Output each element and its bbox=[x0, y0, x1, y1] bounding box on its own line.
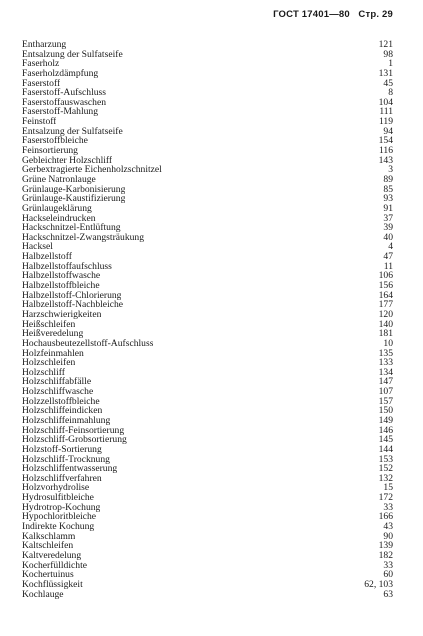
index-page-ref: 4 bbox=[388, 241, 393, 253]
index-entry bbox=[22, 165, 393, 175]
index-entry bbox=[22, 59, 393, 69]
index-entry bbox=[22, 435, 393, 445]
index-term: Faserholzdämpfung bbox=[22, 68, 99, 79]
index-page-ref: 135 bbox=[378, 347, 393, 359]
index-page-ref: 143 bbox=[378, 154, 393, 166]
index-page-ref: 62, 103 bbox=[364, 578, 393, 590]
index-page-ref: 15 bbox=[383, 482, 393, 494]
index-entry bbox=[22, 291, 393, 301]
index-term: Grüne Natronlauge bbox=[22, 174, 96, 185]
index-term: Halbzellstoff-Nachbleiche bbox=[22, 300, 124, 310]
index-page-ref: 152 bbox=[378, 463, 393, 475]
index-term: Entsalzung der Sulfatseife bbox=[22, 126, 123, 137]
index-page-ref: 33 bbox=[383, 559, 393, 571]
index-page-ref: 181 bbox=[378, 328, 393, 340]
index-page-ref: 131 bbox=[378, 67, 393, 79]
index-entry bbox=[22, 262, 393, 272]
index-entry bbox=[22, 522, 393, 532]
index-term: Halbzellstoff bbox=[22, 252, 72, 262]
index-entry bbox=[22, 368, 393, 378]
index-page-ref: 37 bbox=[383, 212, 393, 224]
index-entry bbox=[22, 223, 393, 233]
index-entry bbox=[22, 339, 393, 349]
index-entry bbox=[22, 69, 393, 79]
index-page-ref: 43 bbox=[383, 521, 393, 533]
index-term: Holzvorhydrolise bbox=[22, 483, 90, 494]
index-term: Grünlauge-Kaustifizierung bbox=[22, 194, 126, 204]
index-page-ref: 111 bbox=[379, 106, 393, 118]
index-page-ref: 94 bbox=[383, 125, 393, 137]
index-term: Entsalzung der Sulfatseife bbox=[22, 49, 123, 60]
index-page-ref: 172 bbox=[378, 492, 393, 504]
index-term: Heißschleifen bbox=[22, 319, 76, 330]
index-page-ref: 149 bbox=[378, 414, 393, 426]
index-term: Hydrotrop-Kochung bbox=[22, 502, 101, 513]
index-page-ref: 119 bbox=[378, 116, 393, 128]
index-page-ref: 8 bbox=[388, 87, 393, 99]
index-entry bbox=[22, 464, 393, 474]
index-page-ref: 90 bbox=[383, 530, 393, 542]
index-term: Holzschliffabfälle bbox=[22, 377, 92, 388]
index-term: Kochflüssigkeit bbox=[22, 579, 83, 590]
index-entry bbox=[22, 98, 393, 108]
index-page-ref: 133 bbox=[378, 357, 393, 369]
index-term: Kocherfülldichte bbox=[22, 560, 87, 571]
index-page-ref: 63 bbox=[383, 588, 393, 600]
index-term: Kalkschlamm bbox=[22, 531, 76, 542]
index-entry bbox=[22, 175, 393, 185]
index-page-ref: 177 bbox=[378, 299, 393, 311]
index-page-ref: 164 bbox=[378, 289, 393, 301]
index-page-ref: 120 bbox=[378, 308, 393, 320]
index-entry bbox=[22, 204, 393, 214]
index-entry bbox=[22, 426, 393, 436]
index-entry bbox=[22, 512, 393, 522]
index-page-ref: 89 bbox=[383, 173, 393, 185]
index-entry bbox=[22, 88, 393, 98]
index-page-ref: 132 bbox=[378, 472, 393, 484]
index-term: Faserstoff bbox=[22, 78, 61, 89]
page-label: Стр. bbox=[358, 9, 380, 20]
index-term: Holzfeinmahlen bbox=[22, 348, 84, 359]
index-term: Faserstoff-Mahlung bbox=[22, 107, 99, 118]
index-term: Holzschliffeindicken bbox=[22, 406, 103, 416]
index-page-ref: 33 bbox=[383, 501, 393, 513]
index-term: Hacksel bbox=[22, 242, 53, 253]
index-entry bbox=[22, 349, 393, 359]
index-term: Kochlauge bbox=[22, 589, 64, 600]
index-entry bbox=[22, 570, 393, 580]
index-page-ref: 11 bbox=[383, 260, 393, 272]
index-term: Halbzellstoffwasche bbox=[22, 271, 101, 282]
index-page-ref: 98 bbox=[383, 48, 393, 60]
index-page-ref: 47 bbox=[383, 251, 393, 263]
index-entry bbox=[22, 590, 393, 600]
page-header bbox=[273, 9, 393, 20]
index-page-ref: 166 bbox=[378, 511, 393, 523]
index-entry bbox=[22, 416, 393, 426]
standard-number: ГОСТ 17401—80 bbox=[273, 9, 350, 20]
index-entry bbox=[22, 455, 393, 465]
index-entry bbox=[22, 329, 393, 339]
index-term: Holzschliff-Trocknung bbox=[22, 454, 110, 465]
index-term: Holzzellstoffbleiche bbox=[22, 396, 100, 407]
index-term: Hydrosulfitbleiche bbox=[22, 493, 94, 503]
index-page-ref: 10 bbox=[383, 337, 393, 349]
index-page-ref: 85 bbox=[383, 183, 393, 195]
index-term: Kochertuinus bbox=[22, 570, 74, 580]
index-entry bbox=[22, 406, 393, 416]
index-page-ref: 147 bbox=[378, 376, 393, 388]
index-term: Hypochloritbleiche bbox=[22, 512, 97, 523]
index-entry bbox=[22, 387, 393, 397]
index-entry bbox=[22, 214, 393, 224]
index-entry bbox=[22, 136, 393, 146]
index-term: Faserstoffauswaschen bbox=[22, 97, 107, 108]
index-list bbox=[22, 40, 393, 599]
index-page-ref: 91 bbox=[383, 202, 393, 214]
index-term: Hackschnitzel-Entlüftung bbox=[22, 223, 121, 233]
index-term: Faserstoffbleiche bbox=[22, 136, 88, 147]
index-entry bbox=[22, 532, 393, 542]
index-page-ref: 140 bbox=[378, 318, 393, 330]
index-entry bbox=[22, 117, 393, 127]
index-page-ref: 145 bbox=[378, 434, 393, 446]
index-term: Holzschliffentwasserung bbox=[22, 464, 118, 474]
index-page-ref: 154 bbox=[378, 135, 393, 147]
index-page-ref: 134 bbox=[378, 366, 393, 378]
index-page-ref: 156 bbox=[378, 280, 393, 292]
index-entry bbox=[22, 474, 393, 484]
index-entry bbox=[22, 561, 393, 571]
index-entry bbox=[22, 445, 393, 455]
index-entry bbox=[22, 503, 393, 513]
index-page-ref: 146 bbox=[378, 424, 393, 436]
index-term: Halbzellstoff-Chlorierung bbox=[22, 290, 122, 301]
index-page-ref: 93 bbox=[383, 193, 393, 205]
index-entry bbox=[22, 541, 393, 551]
index-entry bbox=[22, 310, 393, 320]
index-page-ref: 60 bbox=[383, 569, 393, 581]
index-entry bbox=[22, 320, 393, 330]
index-term: Heißveredelung bbox=[22, 329, 84, 339]
index-term: Feinstoff bbox=[22, 117, 57, 127]
index-term: Grünlaugeklärung bbox=[22, 203, 92, 214]
index-page-ref: 153 bbox=[378, 453, 393, 465]
index-entry bbox=[22, 40, 393, 50]
index-term: Grünlauge-Karbonisierung bbox=[22, 184, 126, 195]
index-entry bbox=[22, 358, 393, 368]
index-entry bbox=[22, 242, 393, 252]
index-entry bbox=[22, 281, 393, 291]
index-entry bbox=[22, 185, 393, 195]
index-entry bbox=[22, 146, 393, 156]
index-page-ref: 150 bbox=[378, 405, 393, 417]
index-entry bbox=[22, 493, 393, 503]
index-term: Indirekte Kochung bbox=[22, 522, 95, 532]
index-page-ref: 106 bbox=[378, 270, 393, 282]
index-entry bbox=[22, 397, 393, 407]
index-page-ref: 40 bbox=[383, 231, 393, 243]
index-term: Hackschnitzel-Zwangsträukung bbox=[22, 232, 145, 243]
index-entry bbox=[22, 252, 393, 262]
index-entry bbox=[22, 50, 393, 60]
index-page-ref: 116 bbox=[378, 145, 393, 157]
index-entry bbox=[22, 156, 393, 166]
index-entry bbox=[22, 551, 393, 561]
index-page-ref: 139 bbox=[378, 540, 393, 552]
index-term: Kaltveredelung bbox=[22, 550, 82, 561]
index-term: Feinsortierung bbox=[22, 146, 78, 156]
index-entry bbox=[22, 107, 393, 117]
index-entry bbox=[22, 233, 393, 243]
index-term: Holzschliffeinmahlung bbox=[22, 415, 111, 426]
index-term: Faserstoff-Aufschluss bbox=[22, 88, 107, 98]
index-page-ref: 39 bbox=[383, 222, 393, 234]
index-page-ref: 1 bbox=[388, 58, 393, 70]
index-entry bbox=[22, 127, 393, 137]
index-entry bbox=[22, 580, 393, 590]
index-term: Gebleichter Holzschliff bbox=[22, 155, 113, 166]
index-term: Halbzellstoffbleiche bbox=[22, 281, 100, 291]
index-term: Holzschliff bbox=[22, 367, 65, 378]
index-entry bbox=[22, 483, 393, 493]
index-entry bbox=[22, 377, 393, 387]
page-number: 29 bbox=[382, 9, 393, 20]
index-page-ref: 121 bbox=[378, 39, 393, 50]
index-entry bbox=[22, 271, 393, 281]
index-term: Holzschleifen bbox=[22, 358, 76, 368]
index-entry bbox=[22, 300, 393, 310]
index-page-ref: 107 bbox=[378, 386, 393, 398]
index-entry bbox=[22, 194, 393, 204]
index-term: Gerbextragierte Eichenholzschnitzel bbox=[22, 165, 162, 175]
index-term: Holzschliff-Feinsortierung bbox=[22, 425, 125, 436]
index-term: Halbzellstoffaufschluss bbox=[22, 261, 112, 272]
index-page-ref: 182 bbox=[378, 549, 393, 561]
index-page-ref: 104 bbox=[378, 96, 393, 108]
index-term: Holzstoff-Sortierung bbox=[22, 444, 102, 455]
index-page-ref: 3 bbox=[388, 164, 393, 176]
index-term: Holzschliff-Grobsortierung bbox=[22, 435, 127, 445]
index-page-ref: 157 bbox=[378, 395, 393, 407]
index-term: Holzschliffwasche bbox=[22, 387, 94, 397]
index-term: Kaltschleifen bbox=[22, 541, 74, 551]
index-entry bbox=[22, 79, 393, 89]
index-term: Holzschliffverfahren bbox=[22, 473, 102, 484]
index-term: Entharzung bbox=[22, 40, 67, 50]
index-page-ref: 144 bbox=[378, 443, 393, 455]
index-term: Hackseleindrucken bbox=[22, 213, 96, 224]
index-term: Harzschwierigkeiten bbox=[22, 309, 102, 320]
index-term: Faserholz bbox=[22, 59, 60, 69]
index-term: Hochausbeutezellstoff-Aufschluss bbox=[22, 338, 154, 349]
index-page-ref: 45 bbox=[383, 77, 393, 89]
